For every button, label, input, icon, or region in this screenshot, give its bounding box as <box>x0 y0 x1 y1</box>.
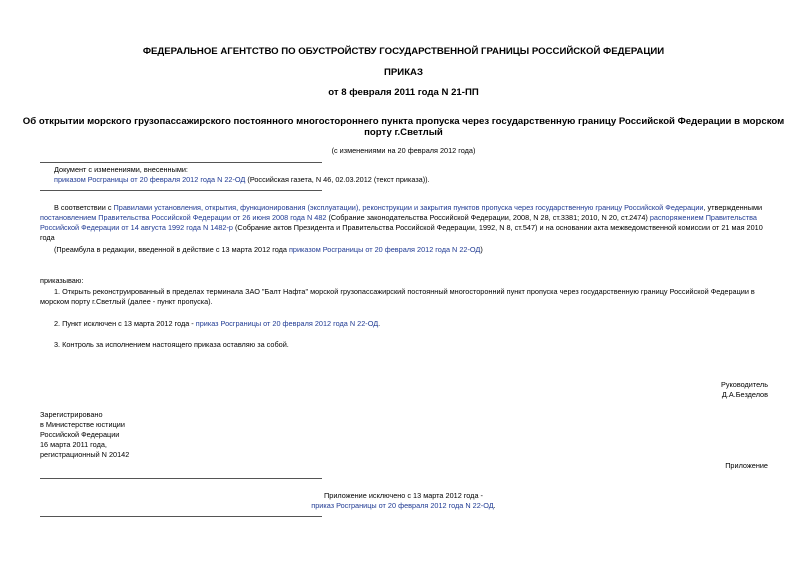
order-date-link[interactable]: Российской Федерации от 14 августа 1992 года N 1482-р <box>40 223 233 232</box>
divider <box>40 478 322 479</box>
revision-note: (с изменениями на 20 февраля 2012 года) <box>331 146 476 155</box>
amendment-link[interactable]: приказом Росграницы от 20 февраля 2012 года N 22-ОД <box>54 175 246 184</box>
registration-line2: в Министерстве юстиции <box>40 420 125 429</box>
preamble-amendment-link[interactable]: приказом Росграницы от 20 февраля 2012 года N 22-ОД <box>288 245 481 254</box>
signatory-role: Руководитель <box>720 380 768 389</box>
registration-line5: регистрационный N 20142 <box>40 450 130 459</box>
doc-title-line1: Об открытии морского грузопассажирского постоянного многостороннего пункта пропуска через государственную границу Российской Федерации в морском <box>22 116 785 127</box>
changes-line <box>54 175 430 185</box>
divider <box>40 162 322 163</box>
doc-date-number: от 8 февраля 2011 года N 21-ПП <box>328 87 479 98</box>
agency-title: ФЕДЕРАЛЬНОЕ АГЕНТСТВО ПО ОБУСТРОЙСТВУ ГОСУДАРСТВЕННОЙ ГРАНИЦЫ РОССИЙСКОЙ ФЕДЕРАЦИИ <box>142 46 665 57</box>
item1-line2: морском порту г.Светлый (далее - пункт пропуска). <box>40 297 213 306</box>
registration-line4: 16 марта 2011 года, <box>40 440 107 449</box>
rules-link[interactable]: Правилами установления, открытия, функционирования (эксплуатации), реконструкции и закрытия пунктов пропуска через государственную границу Российской Федерации <box>113 203 704 212</box>
item2: 2. Пункт исключен с 13 марта 2012 года - приказ Росграницы от 20 февраля 2012 года N 22-ОД. <box>54 319 381 328</box>
changes-source: (Российская газета, N 46, 02.03.2012 (текст приказа)). <box>245 175 430 184</box>
item2-link[interactable]: приказ Росграницы от 20 февраля 2012 года N 22-ОД <box>195 319 379 328</box>
appendix-link[interactable]: приказ Росграницы от 20 февраля 2012 года N 22-ОД <box>311 501 494 510</box>
doc-title-line2: порту г.Светлый <box>364 127 443 138</box>
appendix-label: Приложение <box>725 461 768 470</box>
order-link[interactable]: распоряжением Правительства <box>649 213 757 222</box>
registration-line3: Российской Федерации <box>40 430 120 439</box>
preamble-note: (Преамбула в редакции, введенной в действие с 13 марта 2012 года приказом Росграницы от 20 февраля 2012 года N 22-ОД) <box>54 245 483 254</box>
preamble-line4: года <box>40 233 55 242</box>
preamble-line2: постановлением Правительства Российской Федерации от 26 июня 2008 года N 482 (Собрание законодательства Российской Федерации, 2008, N 28, ст.3381; 2010, N 20, ст.2474) распоряжением Правительства <box>40 213 757 222</box>
appendix-excluded: Приложение исключено с 13 марта 2012 года - <box>324 491 483 500</box>
appendix-excluded-ref: приказ Росграницы от 20 февраля 2012 года N 22-ОД. <box>311 501 496 510</box>
item1-line1: 1. Открыть реконструированный в пределах терминала ЗАО "Балт Нафта" морской грузопассажирский постоянный многосторонний пункт пропуска через государственную границу Российской Федерации в <box>54 287 755 296</box>
divider <box>40 516 322 517</box>
signatory-name: Д.А.Безделов <box>721 390 768 399</box>
item3: 3. Контроль за исполнением настоящего приказа оставляю за собой. <box>54 340 289 349</box>
doc-type: ПРИКАЗ <box>384 67 423 78</box>
changes-intro: Документ с изменениями, внесенными: <box>54 165 188 174</box>
orders-word: приказываю: <box>40 276 84 285</box>
preamble-line1: В соответствии с Правилами установления, открытия, функционирования (эксплуатации), реконструкции и закрытия пунктов пропуска через государственную границу Российской Федерации, утвержденными <box>54 203 763 212</box>
resolution-link[interactable]: постановлением Правительства Российской Федерации от 26 июня 2008 года N 482 <box>40 213 327 222</box>
registration-line1: Зарегистрировано <box>40 410 103 419</box>
preamble-line3: Российской Федерации от 14 августа 1992 года N 1482-р (Собрание актов Президента и Правительства Российской Федерации, 1992, N 8, ст.547) и на основании акта межведомственной комиссии от 21 мая 2010 <box>40 223 763 232</box>
divider <box>40 190 322 191</box>
